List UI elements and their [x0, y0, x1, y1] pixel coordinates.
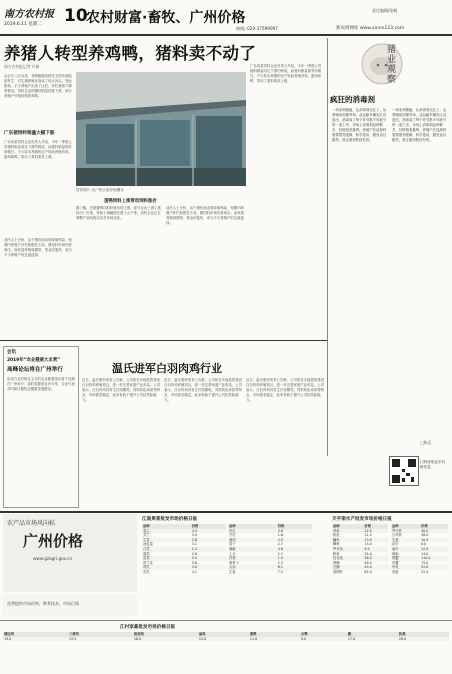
lead-body-1: 从去年八月以来，非洲猪瘟疫情在全国多地陆续发生，对生猪养殖业造成了较大冲击。受此影响，不少养殖户出现了压栏、补栏意愿下降等情况，饲料企业的猪料销量持续下滑，部分养殖户开始转型养鸡鸭。: [4, 74, 72, 98]
product-name: 乳鸽: [398, 632, 449, 637]
product-name: 鲩鱼: [333, 533, 340, 538]
product-name: 芥兰: [143, 533, 150, 538]
product-name: 清远鸡: [3, 632, 68, 637]
price-value: 75.0: [421, 560, 429, 565]
issue-date: 2019.6.11 星期二: [4, 22, 42, 27]
price-value: 16.0: [133, 637, 198, 642]
price-value: 12.0: [363, 529, 388, 534]
lead-byline: 南方农村报记者 许娟: [4, 64, 40, 69]
table-row: [228, 570, 312, 575]
price-value: 1.6: [277, 533, 283, 538]
editor-line: 责任编辑/张帆: [372, 8, 398, 13]
price-value: 3.9: [191, 533, 197, 538]
table1-title: 江南果菜批发市场价格日报: [142, 517, 198, 522]
price-banner: [3, 514, 137, 592]
price-value: 2.6: [191, 551, 197, 556]
lead-body-4: 据了解，近期蛋鸭饲料价格出现上涨，部分企业上调了禽料出厂价格，每吨上调幅度在数十元不等，饲料企业正在调整产品结构以应对市场变化。: [76, 206, 161, 220]
lead-body-6: 广东省某饲料企业负责人介绍，今年一季度公司猪料销量同比下滑约两成，而禽料销量则有所增长。不少原本养猪的农户转而养殖肉鸡、蛋鸡和鸭，带动了禽料需求上涨。: [250, 64, 322, 83]
price-value: 52.0: [420, 565, 448, 570]
product-name: 油麦菜: [143, 542, 153, 547]
table-row: [391, 570, 448, 575]
product-name: 生蚝: [391, 538, 420, 543]
product-name: 土豆: [229, 551, 236, 556]
table3-title: 江村家禽批发市场价格日报: [120, 625, 176, 630]
price-value: 5.6: [191, 560, 197, 565]
mid-rule: [0, 340, 327, 341]
price-rule: [0, 511, 452, 513]
price-value: 12.0: [198, 637, 249, 642]
product-name: 生姜: [229, 569, 236, 574]
price-value: 8.0: [421, 542, 427, 547]
price-value: 17.0: [347, 637, 398, 642]
price-value: 6.2: [277, 565, 312, 570]
price-value: 2.8: [191, 538, 226, 543]
table-header-cell: 价格: [363, 524, 388, 529]
masthead: [0, 0, 452, 36]
product-name: 胡须鸡: [133, 632, 198, 637]
product-name: 西兰花: [143, 560, 153, 565]
table-header-cell: 品种: [142, 524, 191, 529]
product-name: 番鸭: [249, 632, 300, 637]
page-number: 10: [64, 6, 88, 26]
price-value: 11.0: [249, 637, 300, 642]
column-text-1: 一场非洲猪瘟，让消毒剂走红了。从养殖场到屠宰场，从运输车辆到人员进出，消毒成了每个环节都不可缺少的一道工序。市场上消毒剂品种繁多，价格相差悬殊，养殖户在选择时需要擦亮眼睛，科学选用，避免盲目跟风，真正做到防疫有效。: [332, 108, 387, 142]
product-name: 大蒜: [228, 565, 277, 570]
price-value: 4.3: [191, 529, 226, 534]
price-value: 13.5: [68, 637, 133, 642]
company-text-1: 近日，温氏股份发布公告称，公司拟在多地投资建设白羽肉鸡养殖项目，进一步完善家禽产业布局。公司表示，白羽肉鸡具有生长周期短、饲料转化率高等特点，市场需求稳定，此举有助于提升公司抗风险能力。: [82, 378, 160, 402]
price-value: 40.0: [420, 529, 448, 534]
lead-photo: [76, 72, 246, 186]
event-subtitle: 2019年“农业健康大本营”: [7, 358, 61, 363]
lead-subhead-2: 蛋鸭饲料上涨带动饲料涨价: [104, 199, 157, 204]
table-header-cell: 品种: [332, 524, 363, 529]
price-slogan: 免费提供市场价格，种养技术，市场行情: [7, 601, 79, 606]
event-text: 由南方农村报社主办的农业健康论坛将于近期在广州举行，届时将邀请业内专家、企业代表共同探讨畜牧业健康发展路径。: [7, 377, 75, 391]
product-name: 鲈鱼: [333, 551, 340, 556]
column-text-2: 一场非洲猪瘟，让消毒剂走红了。从养殖场到屠宰场，从运输车辆到人员进出，消毒成了每个环节都不可缺少的一道工序。市场上消毒剂品种繁多，价格相差悬殊，养殖户在选择时需要擦亮眼睛，科学选用，避免盲目跟风，真正做到防疫有效。: [392, 108, 447, 142]
table-row: [142, 570, 226, 575]
price-value: 11.5: [364, 533, 372, 538]
product-name: 冬瓜: [229, 533, 236, 538]
table-header-cell: 品种: [391, 524, 420, 529]
product-name: 菜心: [142, 529, 191, 534]
price-value: 28.0: [398, 637, 449, 642]
product-name: 罗非鱼: [332, 547, 363, 552]
table1: [142, 524, 226, 616]
price-value: 48.0: [364, 560, 372, 565]
lead-body-3: 业内人士分析，由于猪价波动和疫病风险，短期内养殖户补栏积极性不高，猪饲料市场仍将承压；而家禽养殖周期短、资金回笼快，成为不少养殖户的过渡选择。: [4, 238, 72, 257]
product-name: 白对虾: [392, 533, 402, 538]
table-row: [332, 570, 388, 575]
photo-caption: 资料图片 农户的水禽养殖棚舍: [76, 188, 124, 192]
product-name: 辣椒: [228, 547, 277, 552]
product-name: 鳙鱼: [332, 538, 363, 543]
price-value: 12.0: [420, 547, 448, 552]
price-url: www.gzagri.gov.cn: [33, 556, 73, 561]
product-name: 通菜: [143, 551, 150, 556]
product-name: 黄鳝: [333, 560, 340, 565]
column-title: 疯狂的消毒剂: [330, 95, 375, 104]
product-name: 罗氏虾: [391, 529, 420, 534]
price-value: 2.3: [277, 560, 283, 565]
product-name: 白鸭: [300, 632, 347, 637]
product-name: 桂花鱼: [332, 556, 363, 561]
company-text-3: 近日，温氏股份发布公告称，公司拟在多地投资建设白羽肉鸡养殖项目，进一步完善家禽产业布局。公司表示，白羽肉鸡具有生长周期短、饲料转化率高等特点，市场需求稳定，此举有助于提升公司抗风险能力。: [246, 378, 324, 402]
qr-code[interactable]: [389, 456, 419, 486]
product-name: 番茄: [228, 538, 277, 543]
table3: [3, 632, 449, 670]
price-value: 45.0: [363, 565, 388, 570]
event-title: 高峰论坛将在广州举行: [7, 367, 63, 373]
product-name: 白鳝: [332, 565, 363, 570]
lead-body-5: 业内人士分析，由于猪价波动和疫病风险，短期内养殖户补栏积极性不高，猪饲料市场仍将承压；而家禽养殖周期短、资金回笼快，成为不少养殖户的过渡选择。: [166, 206, 244, 225]
paper-logo: 南方农村报: [4, 9, 54, 20]
price-value: 3.5: [277, 538, 312, 543]
product-name: 肉蟹: [392, 560, 399, 565]
product-name: 生菜: [142, 538, 191, 543]
price-value: 3.1: [191, 542, 197, 547]
table3-rule: [0, 620, 452, 621]
column-kicker: 猪业观察: [385, 44, 395, 84]
lead-subhead-1: 广东猪饲料销量大幅下跌: [4, 131, 55, 136]
table-header-cell: 价格: [420, 524, 448, 529]
product-name: 鹅: [347, 632, 398, 637]
price-title: 广州价格: [23, 532, 84, 550]
price-value: 15.0: [364, 542, 372, 547]
product-name: 苋菜: [142, 556, 191, 561]
table-header-cell: 价格: [191, 524, 226, 529]
table2: [332, 524, 388, 616]
price-slogan-box: [3, 594, 137, 616]
price-value: 3.0: [191, 565, 226, 570]
table2-continued: [391, 524, 448, 616]
price-value: 10.0: [420, 538, 448, 543]
price-value: 1.9: [277, 556, 312, 561]
price-value: 38.0: [421, 533, 429, 538]
product-name: 麻鸡: [198, 632, 249, 637]
price-label-small: 农产品市场风向标: [7, 520, 56, 527]
price-value: 14.0: [421, 551, 429, 556]
product-name: 基围虾: [333, 569, 343, 574]
product-name: 青瓜: [142, 565, 191, 570]
lead-headline: 养猪人转型养鸡鸭，猪料卖不动了: [4, 44, 256, 63]
company-headline: 温氏进军白羽肉鸡行业: [112, 362, 222, 375]
table-header-cell: 价格: [277, 524, 312, 529]
product-name: 膏蟹: [391, 556, 420, 561]
table2-title: 天平架水产批发市场价格日报: [332, 517, 392, 522]
product-name: 胡萝卜: [229, 560, 239, 565]
lead-body-2: 广东省某饲料企业负责人介绍，今年一季度公司猪料销量同比下滑约两成，而禽料销量则有所增长。不少原本养猪的农户转而养殖肉鸡、蛋鸡和鸭，带动了禽料需求上涨。: [4, 140, 72, 159]
qr-caption: 扫码获取更多价格信息: [420, 460, 446, 469]
price-value: 2.2: [191, 547, 226, 552]
product-name: 青蛙: [392, 569, 399, 574]
product-name: 花甲: [392, 542, 399, 547]
section-title: 农村财富·畜牧、广州价格: [86, 10, 246, 26]
price-value: 22.0: [421, 569, 429, 574]
hotline: 热线: 020-37599097: [236, 26, 278, 31]
column-divider: [327, 38, 328, 456]
price-value: 3.8: [277, 529, 312, 534]
product-name: 海蛎: [392, 551, 399, 556]
event-kicker: 会讯: [7, 350, 16, 355]
price-value: 4.8: [277, 547, 312, 552]
website: 新农网网址 www.xinnn123.com: [336, 26, 405, 31]
price-value: 19.0: [3, 637, 68, 642]
product-name: 草鱼: [332, 529, 363, 534]
table1-continued: [228, 524, 312, 616]
product-name: 洋葱: [228, 556, 277, 561]
price-value: 56.0: [363, 556, 388, 561]
table-header-cell: 品种: [228, 524, 277, 529]
product-name: 白菜: [142, 547, 191, 552]
price-value: 13.0: [363, 538, 388, 543]
product-name: 苦瓜: [143, 569, 150, 574]
company-text-2: 近日，温氏股份发布公告称，公司拟在多地投资建设白羽肉鸡养殖项目，进一步完善家禽产业布局。公司表示，白羽肉鸡具有生长周期短、饲料转化率高等特点，市场需求稳定，此举有助于提升公司抗风险能力。: [164, 378, 242, 402]
price-value: 7.5: [277, 569, 283, 574]
price-value: 4.1: [191, 569, 197, 574]
price-value: 110.0: [420, 556, 448, 561]
product-name: 甲鱼: [391, 565, 420, 570]
product-name: 丝瓜: [228, 529, 277, 534]
price-value: 2.7: [277, 542, 283, 547]
price-value: 3.4: [191, 556, 226, 561]
product-name: 三黄鸡: [68, 632, 133, 637]
product-name: 扇贝: [391, 547, 420, 552]
column-author: □陈灵: [420, 440, 432, 445]
masthead-rule: [0, 34, 452, 36]
event-box: [3, 346, 79, 508]
price-value: 9.5: [363, 547, 388, 552]
product-name: 茄子: [229, 542, 236, 547]
product-name: 鲫鱼: [333, 542, 340, 547]
price-value: 24.0: [364, 551, 372, 556]
price-value: 62.0: [364, 569, 372, 574]
price-value: 9.0: [300, 637, 347, 642]
price-value: 2.1: [277, 551, 283, 556]
